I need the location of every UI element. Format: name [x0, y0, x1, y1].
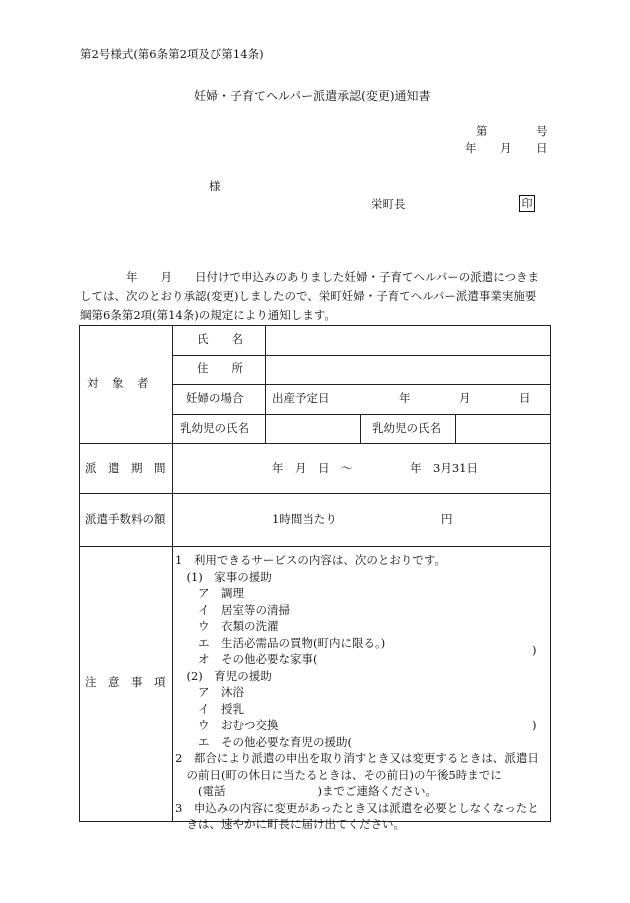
subject-label: 対 象 者	[87, 376, 150, 390]
column-divider	[455, 414, 456, 443]
note-line: (1) 家事の援助	[175, 569, 272, 584]
note-line: エ その他必要な育児の援助(	[175, 734, 352, 749]
page-title: 妊婦・子育てヘルパー派遣承認(変更)通知書	[194, 89, 431, 103]
name-label: 氏 名	[197, 332, 243, 346]
column-divider	[172, 325, 173, 822]
note-line: ア 沐浴	[175, 685, 244, 699]
column-divider	[360, 414, 361, 443]
table-border-top	[79, 325, 551, 326]
note-line: 1 利用できるサービスの内容は、次のとおりです。	[175, 553, 446, 567]
notes-label: 注 意 事 項	[85, 675, 166, 689]
table-border-left	[79, 325, 80, 822]
table-border-right	[550, 325, 551, 822]
recipient-suffix: 様	[209, 179, 221, 193]
infant-name-label: 乳幼児の氏名	[180, 421, 249, 435]
address-label: 住 所	[197, 361, 243, 375]
note-line: オ その他必要な家事(	[175, 652, 318, 666]
note-line: (電話 )までご連絡ください。	[175, 784, 437, 798]
row-divider	[172, 414, 551, 415]
note-line: の前日(町の休日に当たるときは、その前日)の午後5時までに	[175, 767, 502, 782]
note-line: イ 授乳	[175, 701, 244, 716]
note-line: ウ おむつ交換	[175, 718, 279, 732]
note-line: きは、速やかに町長に届け出てください。	[175, 817, 405, 831]
close-paren: )	[532, 643, 537, 657]
fee-label: 派遣手数料の額	[85, 512, 166, 526]
due-year: 年	[399, 391, 411, 405]
note-line: ア 調理	[175, 586, 244, 600]
note-line: イ 居室等の清掃	[175, 602, 290, 617]
row-divider	[79, 493, 551, 494]
fee-unit: 円	[441, 512, 453, 526]
note-line: 2 都合により派遣の申出を取り消すとき又は変更するときは、派遣日	[175, 751, 539, 765]
infant-name-label: 乳幼児の氏名	[372, 421, 441, 435]
row-divider	[79, 546, 551, 547]
due-day: 日	[519, 391, 531, 405]
form-table	[79, 325, 551, 831]
date-day: 日	[536, 141, 548, 155]
period-value: 年 月 日 ～ 年 3月31日	[272, 461, 478, 475]
intro-line-2: しては、次のとおり承認(変更)しましたので、栄町妊婦・子育てヘルパー派遣事業実施要	[80, 289, 537, 303]
row-divider	[172, 355, 551, 356]
pregnant-label: 妊婦の場合	[186, 391, 244, 405]
sender: 栄町長	[371, 197, 406, 211]
column-divider	[265, 325, 266, 443]
due-date-label: 出産予定日	[272, 391, 330, 405]
note-line: エ 生活必需品の買物(町内に限る。)	[175, 635, 386, 650]
close-paren: )	[532, 718, 537, 732]
date-month: 月	[500, 141, 512, 155]
notes-list	[175, 552, 539, 833]
number-suffix: 号	[536, 124, 548, 138]
seal-stamp: 印	[519, 195, 535, 212]
period-label: 派 遣 期 間	[85, 461, 166, 475]
due-month: 月	[459, 391, 471, 405]
note-line: ウ 衣類の洗濯	[175, 619, 279, 633]
note-line: (2) 育児の援助	[175, 668, 272, 683]
intro-line-1: 年 月 日付けで申込みのありました妊婦・子育てヘルパーの派遣につきま	[126, 270, 539, 284]
form-id: 第2号様式(第6条第2項及び第14条)	[80, 47, 264, 61]
row-divider	[172, 384, 551, 385]
row-divider	[79, 443, 551, 444]
note-line: 3 申込みの内容に変更があったとき又は派遣を必要としなくなったと	[175, 800, 539, 815]
date-year: 年	[465, 141, 477, 155]
intro-line-3: 綱第6条第2項(第14条)の規定により通知します。	[80, 308, 336, 322]
intro-paragraph	[80, 268, 550, 325]
fee-per-hour: 1時間当たり	[272, 512, 337, 526]
number-prefix: 第	[476, 124, 488, 138]
